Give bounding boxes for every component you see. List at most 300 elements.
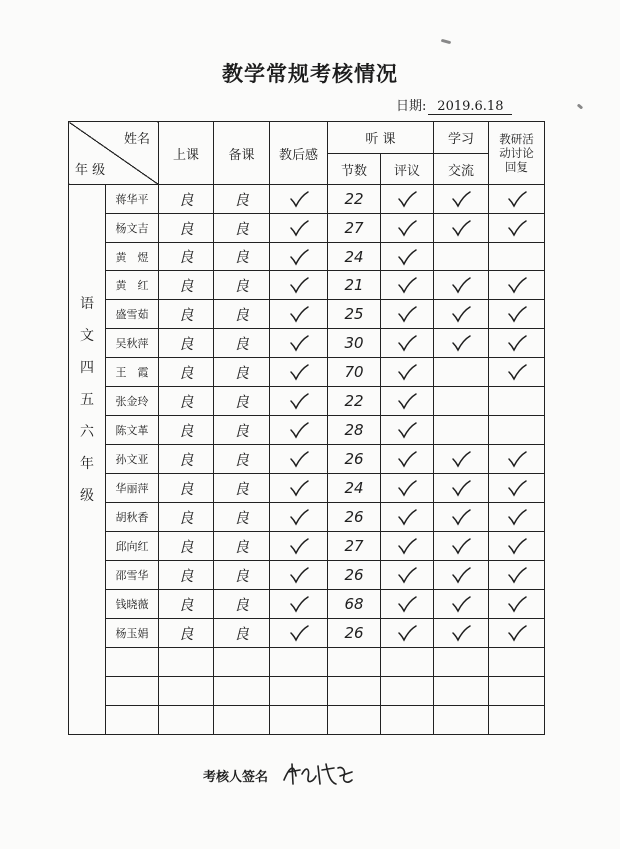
research-cell: [489, 243, 545, 271]
table-row: [69, 619, 545, 648]
table-row: [69, 648, 545, 677]
check-mark-icon: [396, 508, 418, 526]
header-lecture: 上课: [159, 122, 214, 185]
sessions-cell: [328, 445, 381, 474]
header-research-line3: 回复: [505, 160, 528, 174]
check-mark-icon: [396, 305, 418, 323]
lecture-cell: [159, 619, 214, 648]
prep-cell: [214, 532, 270, 561]
review-cell: [381, 474, 434, 503]
check-mark-icon: [506, 624, 528, 642]
lecture-cell: [159, 677, 214, 706]
teacher-name: 杨玉娟: [106, 619, 159, 648]
research-cell: [489, 474, 545, 503]
sessions-cell-value: 26: [344, 566, 364, 584]
lecture-cell-value: 良: [178, 450, 194, 469]
prep-cell: [214, 677, 270, 706]
grade-group-char: 五: [80, 391, 94, 408]
reflection-cell: [270, 648, 328, 677]
date-value: 2019.6.18: [428, 99, 512, 115]
reflection-cell: [270, 503, 328, 532]
check-mark-icon: [450, 595, 472, 613]
research-cell: [489, 329, 545, 358]
check-mark-icon: [396, 595, 418, 613]
lecture-cell: [159, 387, 214, 416]
lecture-cell: [159, 503, 214, 532]
header-listen: 听 课: [328, 122, 434, 154]
header-sessions: 节数: [328, 154, 381, 185]
lecture-cell-value: 良: [178, 334, 194, 353]
review-cell: [381, 590, 434, 619]
check-mark-icon: [450, 305, 472, 323]
lecture-cell-value: 良: [178, 421, 194, 440]
check-mark-icon: [396, 479, 418, 497]
lecture-cell: [159, 561, 214, 590]
prep-cell: [214, 329, 270, 358]
prep-cell: [214, 185, 270, 214]
check-mark-icon: [288, 219, 310, 237]
table-row: [69, 185, 545, 214]
reflection-cell: [270, 243, 328, 271]
sessions-cell: [328, 619, 381, 648]
teacher-name: 钱晓薇: [106, 590, 159, 619]
header-exchange: 交流: [434, 154, 489, 185]
table-row: [69, 503, 545, 532]
lecture-cell-value: 良: [178, 479, 194, 498]
prep-cell-value: 良: [233, 334, 249, 353]
sessions-cell: [328, 300, 381, 329]
research-cell: [489, 387, 545, 416]
lecture-cell: [159, 329, 214, 358]
reflection-cell: [270, 300, 328, 329]
grade-group-char: 六: [80, 423, 94, 440]
lecture-cell-value: 良: [178, 276, 194, 295]
header-diagonal-cell: [69, 122, 159, 185]
research-cell: [489, 416, 545, 445]
grade-group-char: 文: [80, 327, 94, 344]
check-mark-icon: [288, 363, 310, 381]
teacher-name: 张金玲: [106, 387, 159, 416]
header-name: 姓名: [123, 132, 150, 147]
review-cell: [381, 243, 434, 271]
check-mark-icon: [396, 248, 418, 266]
prep-cell-value: 良: [233, 450, 249, 469]
sessions-cell-value: 21: [344, 276, 364, 294]
reflection-cell: [270, 416, 328, 445]
prep-cell: [214, 648, 270, 677]
table-row: [69, 590, 545, 619]
exchange-cell: [434, 532, 489, 561]
prep-cell: [214, 387, 270, 416]
prep-cell-value: 良: [233, 566, 249, 585]
lecture-cell: [159, 706, 214, 735]
check-mark-icon: [506, 566, 528, 584]
prep-cell-value: 良: [233, 219, 249, 238]
lecture-cell: [159, 532, 214, 561]
lecture-cell-value: 良: [178, 537, 194, 556]
sessions-cell: [328, 387, 381, 416]
teacher-name: 邱向红: [106, 532, 159, 561]
check-mark-icon: [288, 334, 310, 352]
prep-cell: [214, 214, 270, 243]
check-mark-icon: [396, 219, 418, 237]
sessions-cell: [328, 677, 381, 706]
prep-cell-value: 良: [233, 248, 249, 266]
teacher-name: [106, 677, 159, 706]
reflection-cell: [270, 619, 328, 648]
check-mark-icon: [288, 305, 310, 323]
reflection-cell: [270, 329, 328, 358]
sessions-cell-value: 26: [344, 450, 364, 468]
signature-label: 考核人签名: [203, 770, 269, 785]
header-study: 学习: [434, 122, 489, 154]
teacher-name: 黄 红: [106, 271, 159, 300]
review-cell: [381, 677, 434, 706]
exchange-cell: [434, 590, 489, 619]
prep-cell-value: 良: [233, 421, 249, 440]
sessions-cell: [328, 271, 381, 300]
prep-cell-value: 良: [233, 363, 249, 382]
check-mark-icon: [450, 190, 472, 208]
check-mark-icon: [288, 248, 310, 266]
grade-group-cell: [69, 185, 106, 735]
grade-group-char: 级: [80, 487, 94, 504]
review-cell: [381, 706, 434, 735]
review-cell: [381, 561, 434, 590]
teacher-name: 蒋华平: [106, 185, 159, 214]
review-cell: [381, 300, 434, 329]
header-prep: 备课: [214, 122, 270, 185]
check-mark-icon: [396, 190, 418, 208]
prep-cell-value: 良: [233, 190, 249, 209]
prep-cell: [214, 503, 270, 532]
check-mark-icon: [506, 537, 528, 555]
check-mark-icon: [506, 219, 528, 237]
sessions-cell: [328, 243, 381, 271]
check-mark-icon: [506, 595, 528, 613]
grade-group-char: 四: [80, 359, 94, 376]
review-cell: [381, 648, 434, 677]
check-mark-icon: [506, 479, 528, 497]
check-mark-icon: [506, 190, 528, 208]
header-research-line1: 教研活: [499, 132, 534, 146]
table-row: [69, 358, 545, 387]
exchange-cell: [434, 185, 489, 214]
sessions-cell: [328, 214, 381, 243]
check-mark-icon: [288, 276, 310, 294]
header-grade: 年 级: [75, 163, 106, 178]
check-mark-icon: [450, 276, 472, 294]
research-cell: [489, 503, 545, 532]
date-label: 日期:: [396, 99, 427, 114]
exchange-cell: [434, 445, 489, 474]
sessions-cell: [328, 590, 381, 619]
lecture-cell-value: 良: [178, 363, 194, 382]
prep-cell: [214, 706, 270, 735]
review-cell: [381, 387, 434, 416]
prep-cell-value: 良: [233, 276, 249, 295]
table-row: [69, 243, 545, 271]
check-mark-icon: [396, 392, 418, 410]
prep-cell-value: 良: [233, 595, 249, 614]
prep-cell-value: 良: [233, 537, 249, 556]
research-cell: [489, 300, 545, 329]
table-row: [69, 214, 545, 243]
exchange-cell: [434, 300, 489, 329]
reflection-cell: [270, 214, 328, 243]
reflection-cell: [270, 271, 328, 300]
exchange-cell: [434, 214, 489, 243]
teacher-name: 盛雪茹: [106, 300, 159, 329]
lecture-cell: [159, 648, 214, 677]
table-row: [69, 329, 545, 358]
prep-cell-value: 良: [233, 479, 249, 498]
sessions-cell: [328, 706, 381, 735]
prep-cell: [214, 300, 270, 329]
review-cell: [381, 619, 434, 648]
reflection-cell: [270, 706, 328, 735]
review-cell: [381, 185, 434, 214]
prep-cell: [214, 271, 270, 300]
sessions-cell: [328, 416, 381, 445]
exchange-cell: [434, 243, 489, 271]
check-mark-icon: [506, 305, 528, 323]
prep-cell: [214, 590, 270, 619]
table-row: [69, 445, 545, 474]
sessions-cell-value: 30: [344, 334, 364, 352]
reflection-cell: [270, 561, 328, 590]
lecture-cell: [159, 474, 214, 503]
lecture-cell: [159, 445, 214, 474]
research-cell: [489, 185, 545, 214]
reflection-cell: [270, 387, 328, 416]
exchange-cell: [434, 706, 489, 735]
teacher-name: 吴秋萍: [106, 329, 159, 358]
reflection-cell: [270, 358, 328, 387]
sessions-cell: [328, 329, 381, 358]
teacher-name: 王 霞: [106, 358, 159, 387]
table-row: [69, 474, 545, 503]
lecture-cell-value: 良: [178, 566, 194, 585]
sessions-cell: [328, 648, 381, 677]
reflection-cell: [270, 532, 328, 561]
exchange-cell: [434, 474, 489, 503]
lecture-cell-value: 良: [178, 392, 194, 411]
sessions-cell: [328, 185, 381, 214]
lecture-cell: [159, 243, 214, 271]
sessions-cell: [328, 561, 381, 590]
sessions-cell-value: 25: [344, 305, 364, 323]
table-row: [69, 300, 545, 329]
table-row: [69, 532, 545, 561]
check-mark-icon: [506, 334, 528, 352]
prep-cell: [214, 243, 270, 271]
table-row: [69, 561, 545, 590]
lecture-cell: [159, 416, 214, 445]
lecture-cell-value: 良: [178, 508, 194, 527]
sessions-cell-value: 68: [344, 595, 364, 613]
lecture-cell: [159, 185, 214, 214]
teacher-name: 黄 煜: [106, 243, 159, 271]
check-mark-icon: [506, 276, 528, 294]
scan-mark: [441, 39, 451, 44]
teacher-name: 杨文吉: [106, 214, 159, 243]
prep-cell-value: 良: [233, 508, 249, 527]
lecture-cell-value: 良: [178, 219, 194, 238]
teacher-name: [106, 648, 159, 677]
sessions-cell-value: 22: [344, 392, 364, 410]
prep-cell: [214, 416, 270, 445]
lecture-cell-value: 良: [178, 595, 194, 614]
exchange-cell: [434, 416, 489, 445]
exchange-cell: [434, 387, 489, 416]
review-cell: [381, 503, 434, 532]
check-mark-icon: [450, 334, 472, 352]
prep-cell: [214, 445, 270, 474]
check-mark-icon: [396, 566, 418, 584]
lecture-cell-value: 良: [178, 305, 194, 324]
header-reflection: 教后感: [270, 122, 328, 185]
table-row: [69, 271, 545, 300]
exchange-cell: [434, 329, 489, 358]
check-mark-icon: [506, 508, 528, 526]
sessions-cell-value: 27: [344, 537, 364, 555]
sessions-cell: [328, 358, 381, 387]
research-cell: [489, 214, 545, 243]
prep-cell-value: 良: [233, 305, 249, 324]
teacher-name: 孙文亚: [106, 445, 159, 474]
sessions-cell-value: 26: [344, 508, 364, 526]
check-mark-icon: [288, 450, 310, 468]
teacher-name: 陈文革: [106, 416, 159, 445]
prep-cell: [214, 358, 270, 387]
review-cell: [381, 416, 434, 445]
check-mark-icon: [288, 479, 310, 497]
exchange-cell: [434, 677, 489, 706]
scan-mark: [577, 103, 584, 109]
sessions-cell-value: 27: [344, 219, 364, 237]
research-cell: [489, 590, 545, 619]
research-cell: [489, 532, 545, 561]
check-mark-icon: [288, 392, 310, 410]
check-mark-icon: [396, 537, 418, 555]
reflection-cell: [270, 677, 328, 706]
prep-cell: [214, 619, 270, 648]
date-row: [396, 95, 512, 115]
check-mark-icon: [450, 219, 472, 237]
check-mark-icon: [506, 450, 528, 468]
check-mark-icon: [396, 334, 418, 352]
reflection-cell: [270, 590, 328, 619]
check-mark-icon: [396, 421, 418, 439]
page-title: 教学常规考核情况: [222, 61, 398, 86]
research-cell: [489, 706, 545, 735]
reflection-cell: [270, 185, 328, 214]
check-mark-icon: [288, 508, 310, 526]
check-mark-icon: [288, 595, 310, 613]
header-review: 评议: [381, 154, 434, 185]
lecture-cell: [159, 300, 214, 329]
exchange-cell: [434, 358, 489, 387]
check-mark-icon: [450, 508, 472, 526]
table-row: [69, 677, 545, 706]
sessions-cell-value: 22: [344, 190, 364, 208]
prep-cell: [214, 561, 270, 590]
check-mark-icon: [450, 450, 472, 468]
sessions-cell-value: 24: [344, 479, 364, 497]
check-mark-icon: [288, 190, 310, 208]
sessions-cell-value: 70: [344, 363, 364, 381]
reflection-cell: [270, 474, 328, 503]
grade-group-char: 语: [80, 295, 94, 312]
sessions-cell: [328, 503, 381, 532]
teacher-name: 华丽萍: [106, 474, 159, 503]
check-mark-icon: [396, 450, 418, 468]
review-cell: [381, 214, 434, 243]
sessions-cell-value: 24: [344, 247, 364, 266]
header-research-line2: 动讨论: [499, 146, 534, 160]
table-row: [69, 706, 545, 735]
table-row: [69, 416, 545, 445]
check-mark-icon: [450, 479, 472, 497]
table-row: [69, 387, 545, 416]
review-cell: [381, 329, 434, 358]
sessions-cell: [328, 532, 381, 561]
prep-cell: [214, 474, 270, 503]
header-research: [489, 122, 545, 185]
lecture-cell: [159, 590, 214, 619]
research-cell: [489, 619, 545, 648]
prep-cell-value: 良: [233, 392, 249, 411]
lecture-cell: [159, 271, 214, 300]
research-cell: [489, 648, 545, 677]
teacher-name: 胡秋香: [106, 503, 159, 532]
check-mark-icon: [396, 624, 418, 642]
review-cell: [381, 445, 434, 474]
sessions-cell-value: 26: [344, 624, 364, 642]
sessions-cell-value: 28: [344, 421, 364, 439]
grade-group-char: 年: [80, 455, 94, 472]
prep-cell-value: 良: [233, 624, 249, 643]
check-mark-icon: [506, 363, 528, 381]
research-cell: [489, 271, 545, 300]
check-mark-icon: [450, 566, 472, 584]
teacher-name: [106, 706, 159, 735]
check-mark-icon: [450, 537, 472, 555]
research-cell: [489, 358, 545, 387]
check-mark-icon: [450, 624, 472, 642]
exchange-cell: [434, 561, 489, 590]
teacher-name: 邵雪华: [106, 561, 159, 590]
research-cell: [489, 445, 545, 474]
exchange-cell: [434, 503, 489, 532]
check-mark-icon: [396, 276, 418, 294]
review-cell: [381, 532, 434, 561]
research-cell: [489, 677, 545, 706]
exchange-cell: [434, 619, 489, 648]
lecture-cell-value: 良: [178, 624, 194, 643]
signature-handwriting: [280, 756, 356, 790]
review-cell: [381, 358, 434, 387]
lecture-cell-value: 良: [178, 190, 194, 209]
reflection-cell: [270, 445, 328, 474]
assessment-table: [68, 121, 545, 735]
exchange-cell: [434, 648, 489, 677]
sessions-cell: [328, 474, 381, 503]
lecture-cell: [159, 358, 214, 387]
lecture-cell: [159, 214, 214, 243]
check-mark-icon: [288, 537, 310, 555]
